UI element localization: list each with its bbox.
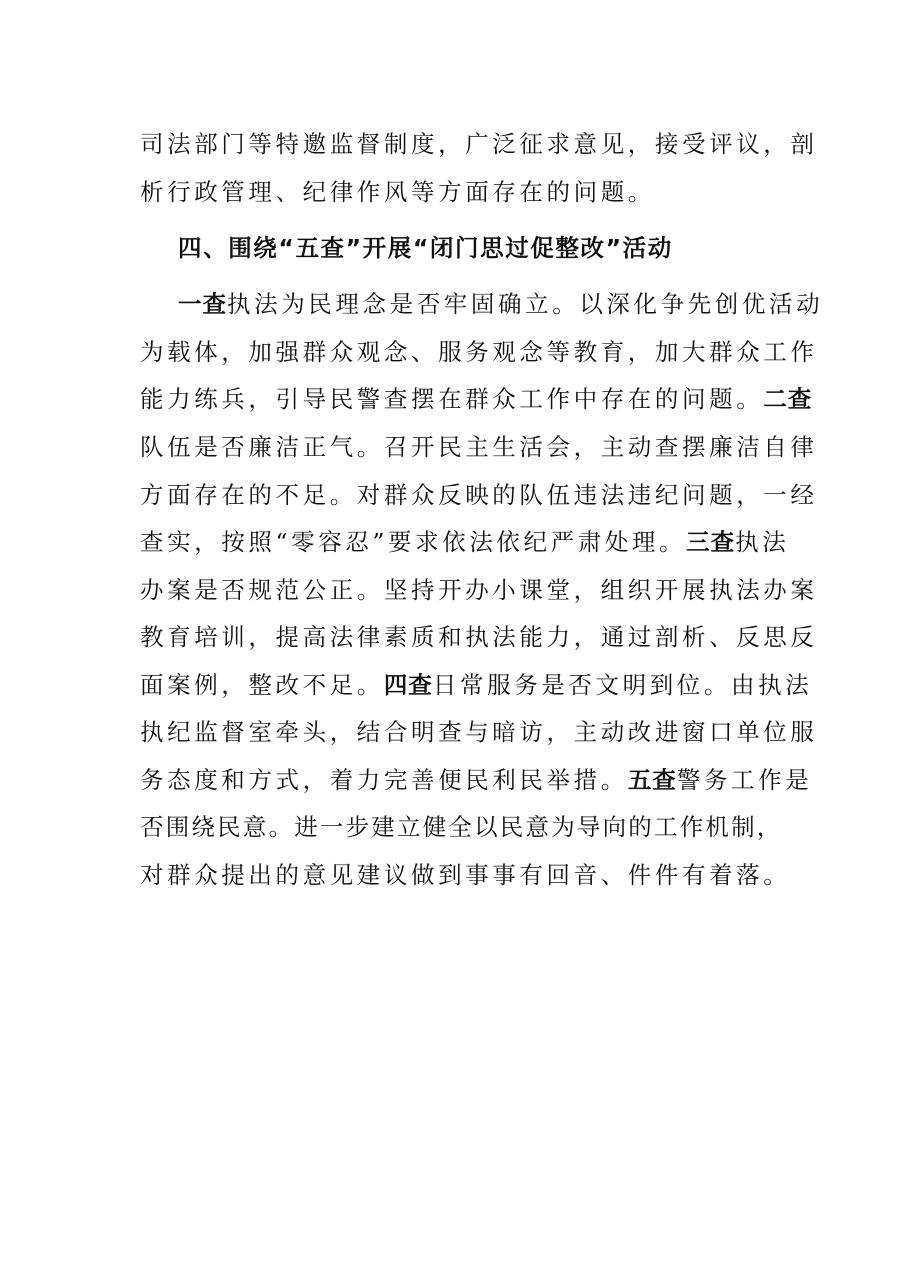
paragraph-line: 对群众提出的意见建议做到事事有回音、件件有着落。 <box>140 861 791 889</box>
paragraph-line: 析行政管理、纪律作风等方面存在的问题。 <box>140 178 655 206</box>
paragraph-line: 为载体，加强群众观念、服务观念等教育，加大群众工作 <box>140 338 818 366</box>
paragraph-line: 否围绕民意。进一步建立健全以民意为导向的工作机制， <box>140 813 783 841</box>
paragraph-line <box>140 765 812 795</box>
paragraph-text: 警务工作是 <box>676 766 813 794</box>
item-lead: 一查 <box>178 290 227 318</box>
paragraph-text: 查实，按照“零容忍”要求依法依纪严肃处理。 <box>140 528 687 556</box>
item-lead: 五查 <box>627 766 677 794</box>
paragraph-line <box>178 289 823 319</box>
paragraph-text: 能力练兵，引导民警查摆在群众工作中存在的问题。 <box>140 385 764 413</box>
item-lead: 四查 <box>383 671 433 699</box>
paragraph-text: 务态度和方式，着力完善便民利民举措。 <box>140 766 628 794</box>
paragraph-line <box>140 384 812 414</box>
paragraph-text: 执法 <box>735 528 790 556</box>
paragraph-text: 面案例，整改不足。 <box>140 671 384 699</box>
paragraph-line: 执纪监督室牵头，结合明查与暗访，主动改进窗口单位服 <box>140 718 818 746</box>
item-lead: 二查 <box>763 385 813 413</box>
paragraph-line: 方面存在的不足。对群众反映的队伍违法违纪问题，一经 <box>140 481 818 509</box>
paragraph-text: 执法为民理念是否牢固确立。以深化争先创优活动 <box>227 290 824 318</box>
paragraph-line: 司法部门等特邀监督制度，广泛征求意见，接受评议，剖 <box>140 130 818 158</box>
paragraph-line: 队伍是否廉洁正气。召开民主生活会，主动查摆廉洁自律 <box>140 433 818 461</box>
paragraph-line <box>140 670 812 700</box>
section-heading: 四、围绕“五查”开展“闭门思过促整改”活动 <box>178 234 673 262</box>
item-lead: 三查 <box>686 528 736 556</box>
paragraph-text: 日常服务是否文明到位。由执法 <box>432 671 813 699</box>
paragraph-line: 办案是否规范公正。坚持开办小课堂，组织开展执法办案 <box>140 576 818 604</box>
paragraph-line <box>140 527 789 557</box>
paragraph-line: 教育培训，提高法律素质和执法能力，通过剖析、反思反 <box>140 623 818 651</box>
